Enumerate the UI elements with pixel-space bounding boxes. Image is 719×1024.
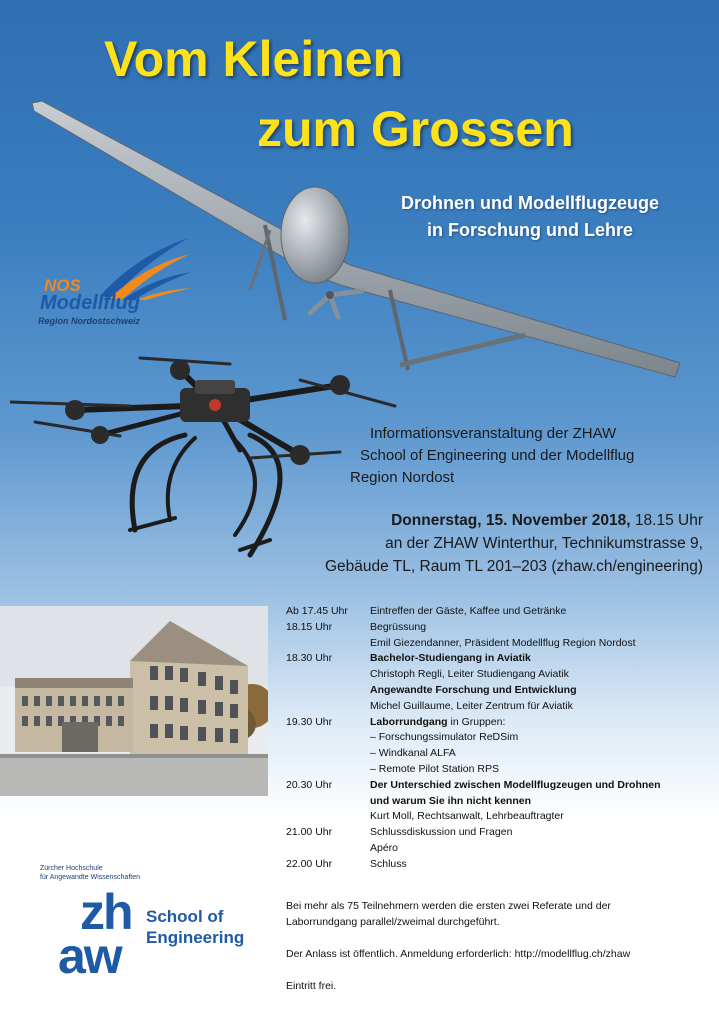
schedule-item: und warum Sie ihn nicht kennen [370, 794, 532, 807]
event-details [325, 509, 703, 578]
zhaw-wordmark [58, 884, 132, 984]
schedule-item: Schluss [370, 857, 407, 870]
title-line-1: Vom Kleinen [104, 31, 404, 87]
schedule-item: Bachelor-Studiengang in Aviatik [370, 652, 531, 665]
info-line-1: Informationsveranstaltung der ZHAW [370, 425, 617, 442]
schedule-item: Michel Guillaume, Leiter Zentrum für Aviatik [370, 699, 573, 712]
event-time: 18.15 Uhr [630, 512, 703, 529]
school-line-2: Engineering [146, 928, 245, 947]
schedule-row [286, 715, 711, 778]
school-of-engineering [146, 906, 244, 948]
nos-brand: NOS [44, 276, 81, 295]
nos-swoosh-icon [96, 236, 192, 300]
schedule-item: – Forschungssimulator ReDSim [370, 731, 519, 744]
note-1-line-1: Bei mehr als 75 Teilnehmern werden die ersten zwei Referate und der [286, 900, 611, 912]
info-block [350, 423, 634, 489]
nos-name: Modellflug [40, 292, 140, 314]
schedule [286, 604, 711, 873]
title-line-2: zum Grossen [257, 101, 574, 157]
schedule-time: 19.30 Uhr [286, 715, 333, 728]
schedule-row [286, 857, 711, 873]
notes [286, 898, 711, 994]
info-line-2: School of Engineering und der Modellflug [360, 447, 635, 464]
schedule-row [286, 604, 711, 620]
schedule-item: Angewandte Forschung und Entwicklung [370, 683, 577, 696]
zhaw-wordmark-top: zh [80, 884, 132, 940]
note-1-line-2: Laborrundgang parallel/zweimal durchgeführt. [286, 916, 500, 928]
schedule-item: Begrüssung [370, 620, 427, 633]
schedule-item: Emil Giezendanner, Präsident Modellflug Region Nordost [370, 636, 636, 649]
subtitle-line-2: in Forschung und Lehre [427, 220, 633, 240]
zhaw-uni-line-2: für Angewandte Wissenschaften [40, 874, 141, 881]
schedule-item: Christoph Regli, Leiter Studiengang Aviatik [370, 668, 569, 681]
schedule-time: 21.00 Uhr [286, 826, 333, 839]
schedule-item: Schlussdiskussion und Fragen [370, 826, 513, 839]
schedule-time: 18.15 Uhr [286, 620, 333, 633]
subtitle-line-1: Drohnen und Modellflugzeuge [401, 193, 659, 213]
note-3: Eintritt frei. [286, 980, 337, 992]
schedule-time: Ab 17.45 Uhr [286, 605, 348, 617]
schedule-row [286, 651, 711, 714]
schedule-item: Kurt Moll, Rechtsanwalt, Lehrbeauftragter [370, 810, 564, 823]
schedule-item: Der Unterschied zwischen Modellflugzeugen und Drohnen [370, 778, 661, 791]
schedule-row [286, 778, 711, 825]
zhaw-logo [40, 864, 280, 994]
schedule-time: 20.30 Uhr [286, 778, 333, 791]
schedule-time: 18.30 Uhr [286, 652, 333, 665]
zhaw-uni-line-1: Zürcher Hochschule [40, 865, 103, 872]
schedule-item-bold: Laborrundgang [370, 715, 448, 728]
event-date: Donnerstag, 15. November 2018, [391, 512, 631, 529]
zhaw-wordmark-bottom: aw [58, 928, 121, 984]
schedule-time: 22.00 Uhr [286, 857, 333, 870]
schedule-item: Apéro [370, 841, 399, 854]
schedule-item: – Remote Pilot Station RPS [370, 762, 499, 775]
note-2: Der Anlass ist öffentlich. Anmeldung erforderlich: http://modellflug.ch/zhaw [286, 948, 631, 960]
subtitle [360, 190, 700, 244]
nos-modellflug-logo [36, 236, 196, 332]
school-line-1: School of [146, 907, 224, 926]
schedule-row [286, 620, 711, 652]
nos-region: Region Nordostschweiz [38, 316, 141, 326]
schedule-item [370, 715, 711, 731]
schedule-item: – Windkanal ALFA [370, 747, 456, 760]
schedule-item-suffix: in Gruppen: [447, 715, 506, 728]
event-location-1: an der ZHAW Winterthur, Technikumstrasse 9, [385, 535, 703, 552]
zhaw-uni-name [40, 864, 140, 882]
info-line-3: Region Nordost [350, 469, 455, 486]
event-date-line [325, 509, 703, 532]
schedule-item: Eintreffen der Gäste, Kaffee und Getränke [370, 605, 567, 617]
schedule-row [286, 825, 711, 857]
zhaw-building-photo [0, 606, 268, 796]
event-location-2: Gebäude TL, Raum TL 201–203 (zhaw.ch/engineering) [325, 558, 703, 575]
